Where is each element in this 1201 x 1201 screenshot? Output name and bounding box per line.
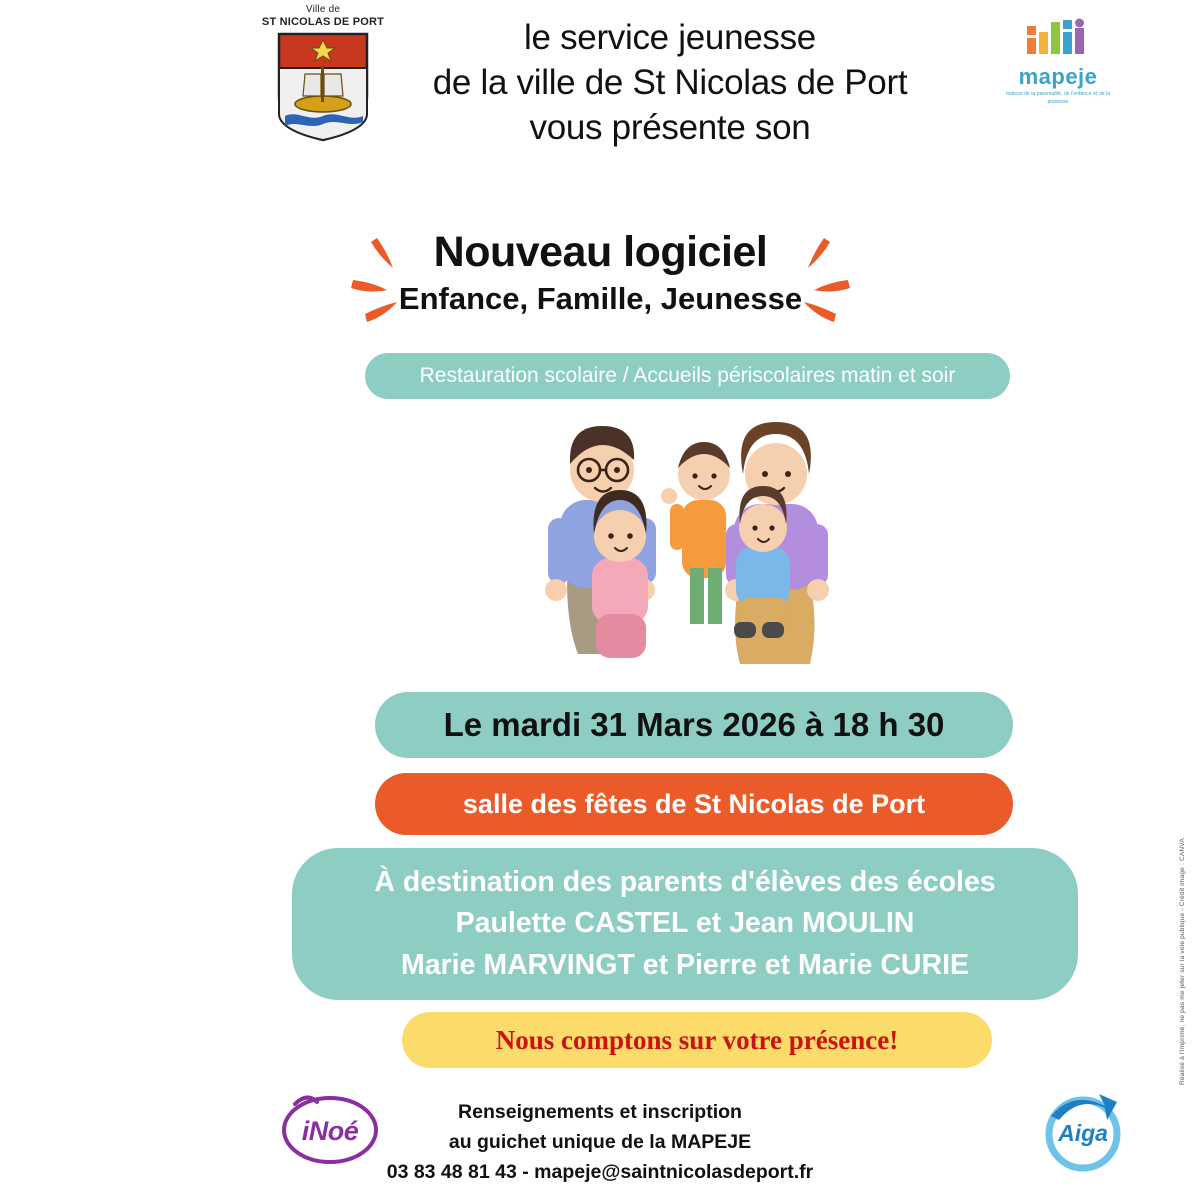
mapeje-logo-icon [1003, 18, 1113, 107]
page-subtitle: Enfance, Famille, Jeunesse [398, 281, 803, 316]
spark-burst-icon-left [345, 228, 495, 338]
event-place-badge: salle des fêtes de St Nicolas de Port [375, 773, 1013, 835]
footer-contact [300, 1097, 900, 1188]
audience-badge [292, 848, 1078, 1000]
title-block [0, 228, 1201, 317]
intro-line-1: le service jeunesse [524, 18, 816, 57]
mapeje-subtitle: maison de la parentalité, de l'enfance et de la jeunesse [1005, 91, 1111, 105]
crest-line2: ST NICOLAS DE PORT [261, 15, 385, 28]
services-badge: Restauration scolaire / Accueils périscolaires matin et soir [365, 353, 1010, 399]
presence-badge: Nous comptons sur votre présence! [402, 1012, 992, 1068]
audience-line-3: Marie MARVINGT et Pierre et Marie CURIE [400, 948, 970, 981]
print-credit: Réalisé à l'imprimé, ne pas me jeter sur la voie publique - Crédit image : CANVA [1179, 838, 1186, 1085]
mapeje-blocks [1003, 18, 1113, 66]
intro-text [330, 16, 1010, 150]
footer-line-1: Renseignements et inscription [458, 1101, 742, 1123]
family-illustration [530, 408, 870, 688]
event-date-badge: Le mardi 31 Mars 2026 à 18 h 30 [375, 692, 1013, 758]
mapeje-wordmark: mapeje [1018, 64, 1098, 89]
intro-line-2: de la ville de St Nicolas de Port [432, 62, 908, 102]
spark-burst-icon-right [706, 228, 856, 338]
audience-line-2: Paulette CASTEL et Jean MOULIN [455, 907, 915, 940]
inoe-wordmark: iNoé [301, 1116, 359, 1146]
intro-line-3: vous présente son [529, 107, 811, 147]
footer-line-3: 03 83 48 81 43 - mapeje@saintnicolasdeport.fr [386, 1161, 814, 1184]
aiga-wordmark: Aiga [1058, 1120, 1108, 1146]
page-title: Nouveau logiciel [433, 228, 768, 276]
aiga-logo-icon [1031, 1090, 1135, 1176]
child-orange [661, 442, 730, 624]
footer-line-2: au guichet unique de la MAPEJE [448, 1131, 752, 1154]
audience-line-1: À destination des parents d'élèves des écoles [374, 866, 996, 899]
poster-header [0, 0, 1201, 200]
crest-line1: Ville de [305, 4, 341, 15]
